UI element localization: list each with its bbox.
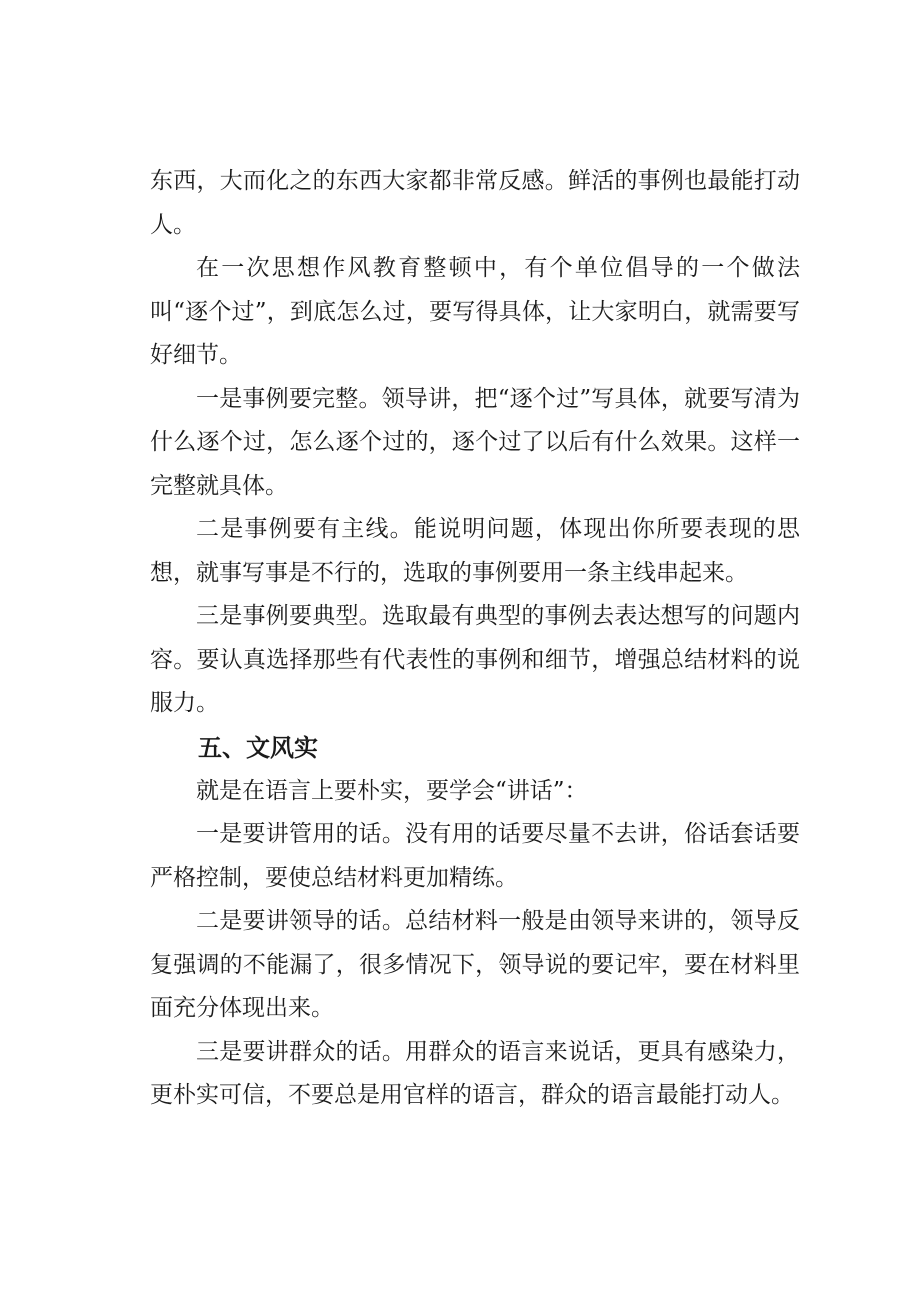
paragraph-useful-words: 一是要讲管用的话。没有用的话要尽量不去讲，俗话套话要严格控制，要使总结材料更加精练。 (150, 821, 800, 891)
paragraph-section-intro: 就是在语言上要朴实，要学会“讲话”： (196, 777, 588, 804)
paragraph-point-complete: 一是事例要完整。领导讲，把“逐个过”写具体，就要写清为什么逐个过，怎么逐个过的，逐个过了以后有什么效果。这样一完整就具体。 (150, 385, 800, 499)
paragraph-example-intro: 在一次思想作风教育整顿中，有个单位倡导的一个做法叫“逐个过”，到底怎么过，要写得具体，让大家明白，就需要写好细节。 (150, 255, 800, 368)
paragraph-public-words: 三是要讲群众的话。用群众的语言来说话，更具有感染力，更朴实可信，不要总是用官样的语言，群众的语言最能打动人。 (150, 1038, 800, 1108)
section-heading: 五、文风实 (198, 733, 318, 762)
document-page (150, 160, 800, 1118)
paragraph-continuation: 东西，大而化之的东西大家都非常反感。鲜活的事例也最能打动人。 (150, 168, 800, 238)
paragraph-leader-words: 二是要讲领导的话。总结材料一般是由领导来讲的，领导反复强调的不能漏了，很多情况下，领导说的要记牢，要在材料里面充分体现出来。 (150, 908, 800, 1021)
paragraph-point-mainline: 二是事例要有主线。能说明问题，体现出你所要表现的思想，就事写事是不行的，选取的事例要用一条主线串起来。 (150, 516, 800, 586)
paragraph-point-typical: 三是事例要典型。选取最有典型的事例去表达想写的问题内容。要认真选择那些有代表性的事例和细节，增强总结材料的说服力。 (150, 603, 800, 716)
